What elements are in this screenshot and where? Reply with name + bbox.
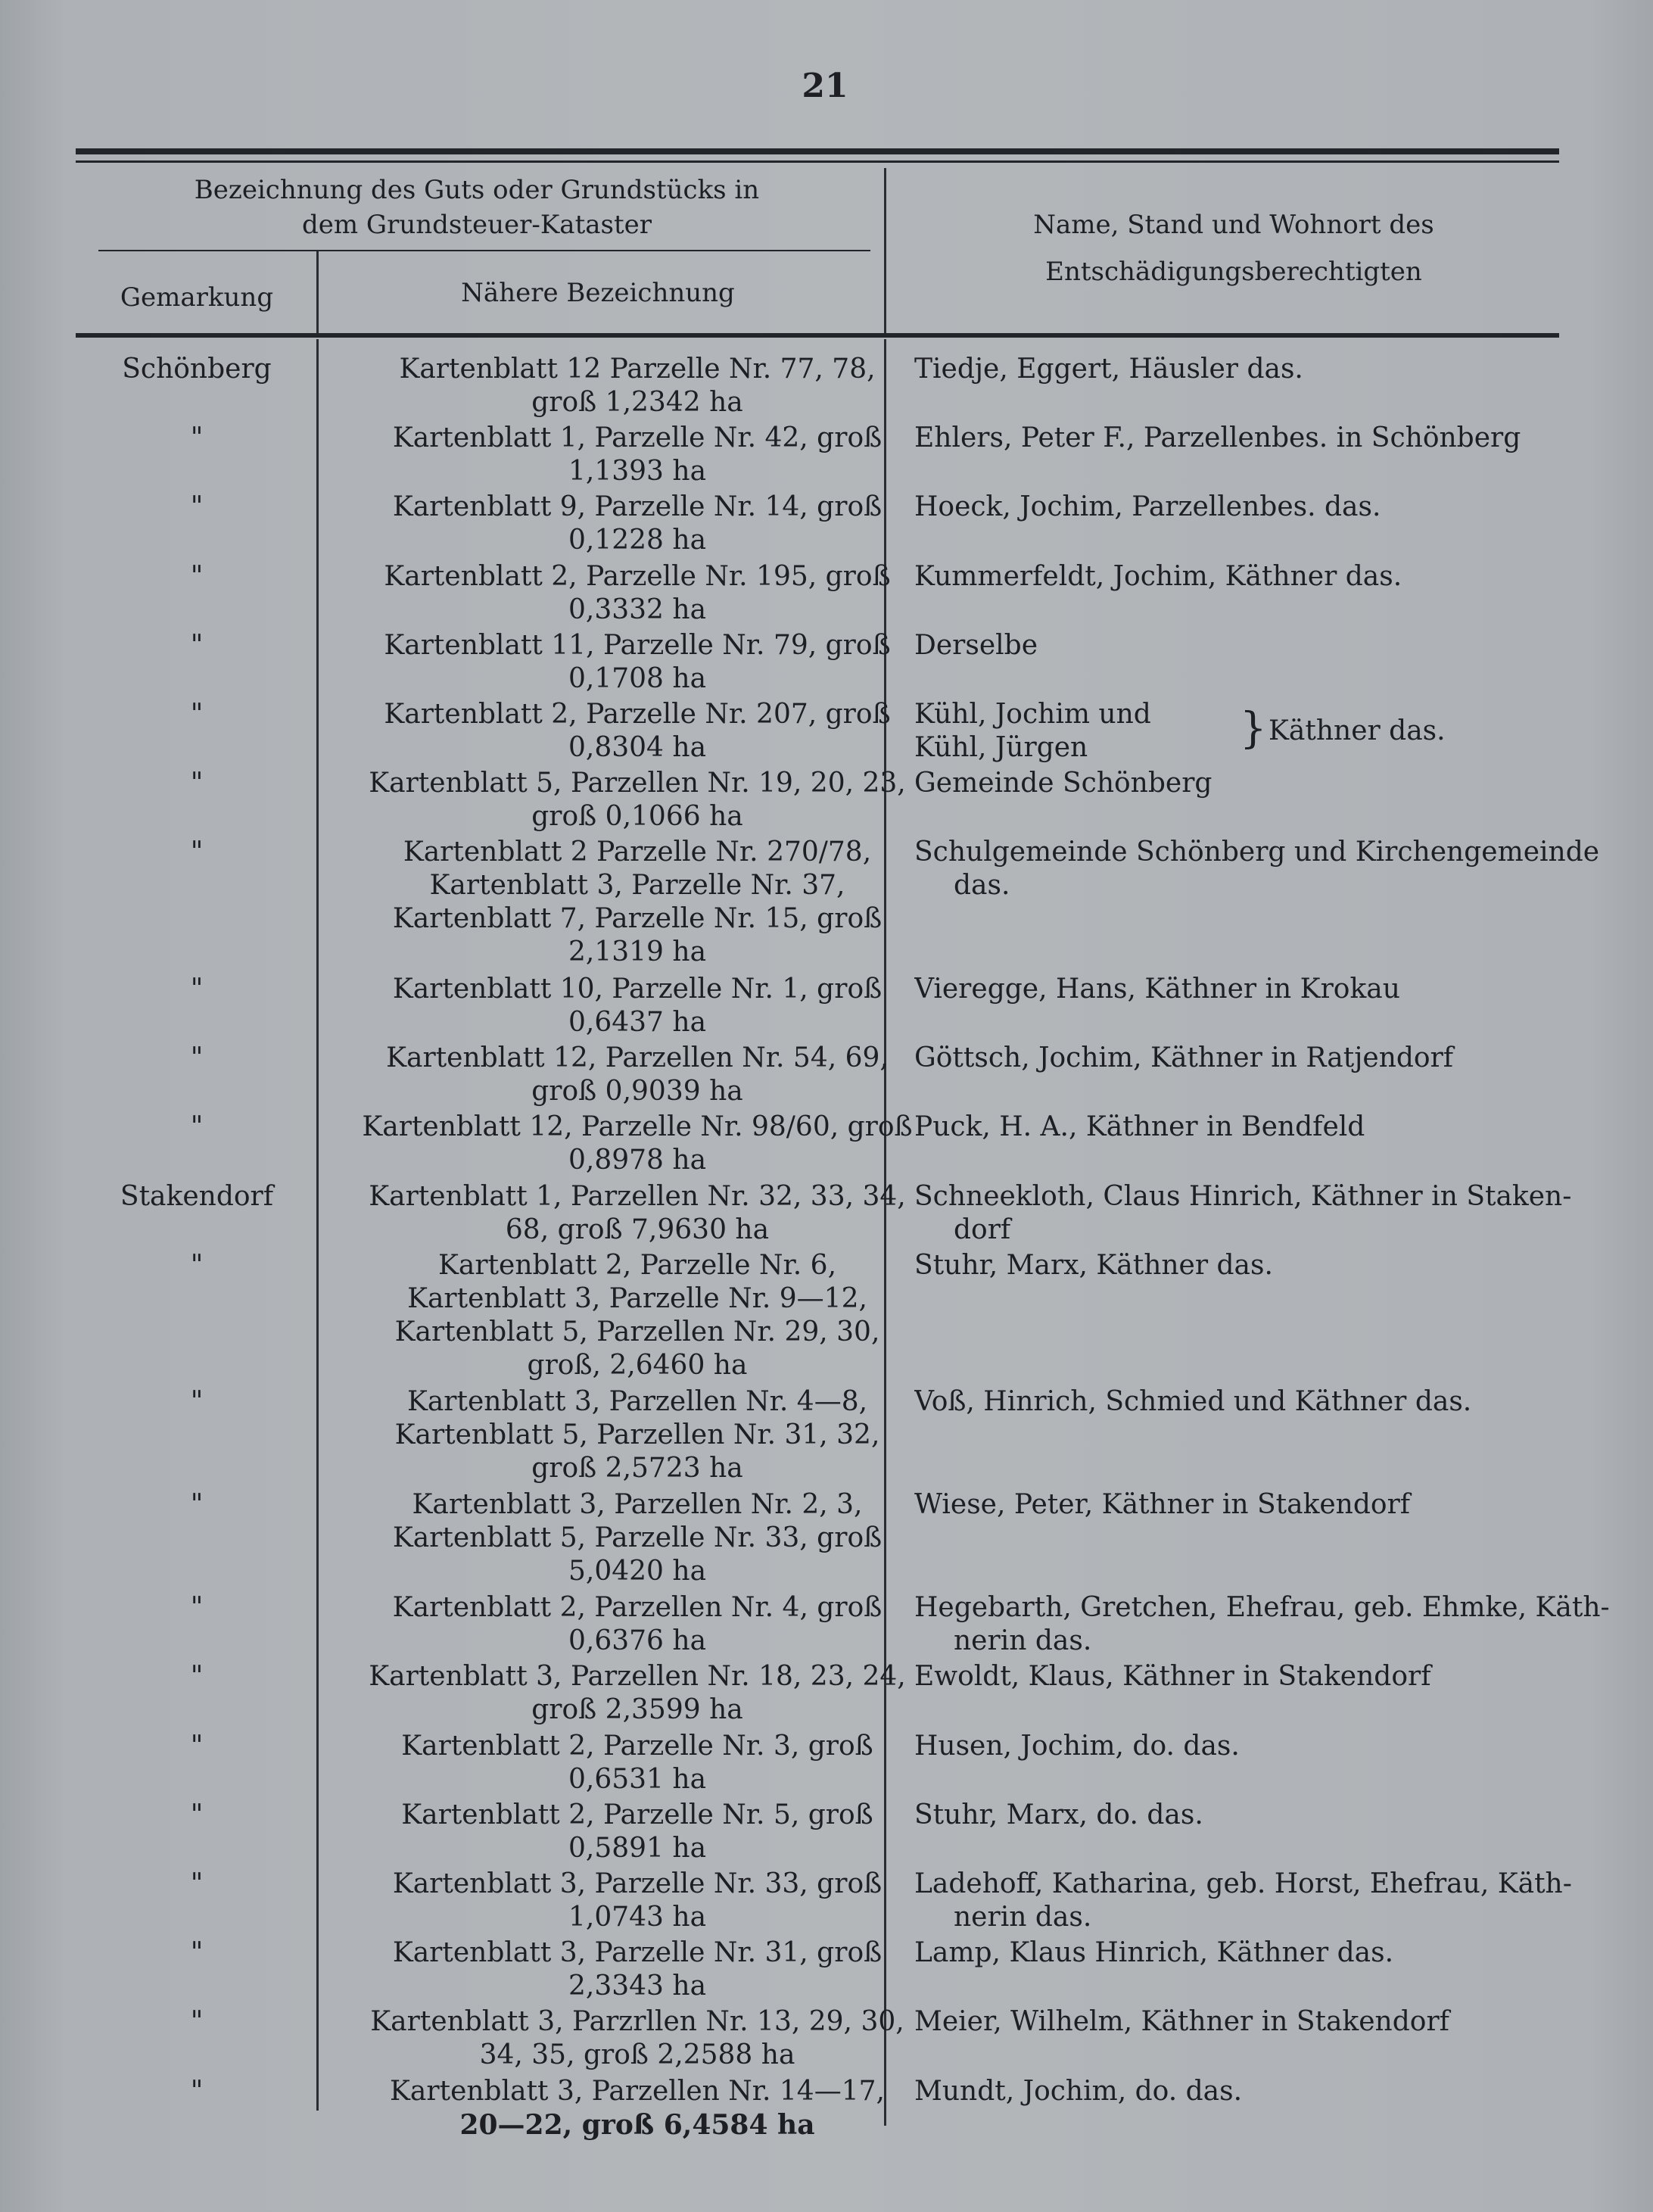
bezeichnung-cell	[316, 491, 958, 557]
brace-icon: }	[1240, 704, 1267, 753]
bezeichnung-line: Kartenblatt 5, Parzelle Nr. 33, groß	[392, 1522, 883, 1554]
bezeichnung-line: groß 2,3599 ha	[531, 1694, 743, 1726]
bezeichnung-line: Kartenblatt 12, Parzelle Nr. 98/60, groß	[362, 1111, 913, 1143]
brace-text: Käthner das.	[1269, 715, 1446, 746]
bezeichnung-line: Kartenblatt 3, Parzellen Nr. 18, 23, 24,	[369, 1661, 906, 1693]
bezeichnung-line: 0,3332 ha	[568, 594, 707, 625]
table-row	[76, 767, 1589, 833]
table-row	[76, 1660, 1589, 1726]
bezeichnung-cell	[316, 1936, 958, 2003]
name-line: Schulgemeinde Schönberg und Kirchengemeinde	[914, 837, 1600, 868]
gemarkung-cell: "	[190, 1592, 204, 1624]
top-rule-thick	[76, 148, 1559, 154]
name-line: Kummerfeldt, Jochim, Käthner das.	[914, 560, 1402, 592]
bezeichnung-line: Kartenblatt 5, Parzellen Nr. 19, 20, 23,	[369, 768, 906, 799]
name-cell	[914, 1385, 1653, 1419]
table-row	[76, 1936, 1589, 2002]
name-cell	[914, 1042, 1653, 1075]
table-row	[76, 491, 1589, 556]
name-cell	[914, 353, 1653, 386]
gemarkung-cell: "	[190, 1937, 204, 1969]
bezeichnung-cell	[316, 1042, 958, 1108]
bezeichnung-line: groß 1,2342 ha	[531, 387, 743, 418]
gemarkung-cell: "	[190, 1868, 204, 1899]
name-cell	[914, 1799, 1653, 1832]
gemarkung-cell: Schönberg	[122, 354, 272, 385]
table-row	[76, 973, 1589, 1038]
bezeichnung-line: Kartenblatt 2, Parzelle Nr. 3, groß	[401, 1730, 873, 1762]
name-line: Ladehoff, Katharina, geb. Horst, Ehefrau, Käth-	[914, 1868, 1572, 1899]
gemarkung-cell: "	[190, 629, 204, 661]
header-sub-rule	[98, 250, 870, 251]
name-line: Meier, Wilhelm, Käthner in Stakendorf	[914, 2006, 1449, 2038]
header-vline-2	[884, 168, 886, 333]
bezeichnung-line: Kartenblatt 3, Parzellen Nr. 14—17,	[390, 2075, 885, 2107]
table-row	[76, 1730, 1589, 1795]
name-cell	[914, 1936, 1653, 1970]
bezeichnung-line: 0,1228 ha	[568, 525, 707, 556]
bezeichnung-line: groß 2,5723 ha	[531, 1453, 743, 1485]
gemarkung-cell: "	[190, 837, 204, 868]
gemarkung-cell: "	[190, 1111, 204, 1143]
bezeichnung-line: Kartenblatt 11, Parzelle Nr. 79, groß	[384, 629, 891, 661]
bezeichnung-line: 0,5891 ha	[568, 1832, 707, 1864]
table-row	[76, 1180, 1589, 1247]
bezeichnung-line: 0,1708 ha	[568, 662, 707, 694]
bezeichnung-cell	[316, 353, 958, 419]
bezeichnung-line: Kartenblatt 7, Parzelle Nr. 15, groß	[392, 903, 883, 935]
table-row	[76, 1249, 1589, 1381]
name-line: Husen, Jochim, do. das.	[914, 1730, 1240, 1762]
gemarkung-cell: "	[190, 1042, 204, 1074]
gemarkung-cell: "	[190, 1799, 204, 1830]
bezeichnung-line: Kartenblatt 3, Parzelle Nr. 9—12,	[407, 1282, 867, 1314]
header-bottom-rule	[76, 333, 1559, 338]
gemarkung-cell: "	[190, 768, 204, 799]
bezeichnung-cell	[316, 1488, 958, 1588]
bezeichnung-cell	[316, 1591, 958, 1658]
bezeichnung-line: Kartenblatt 3, Parzelle Nr. 37,	[429, 870, 845, 902]
bezeichnung-line: 68, groß 7,9630 ha	[505, 1213, 770, 1245]
bezeichnung-line: groß 0,9039 ha	[531, 1076, 743, 1108]
table-row	[76, 1488, 1589, 1587]
bezeichnung-line: Kartenblatt 2, Parzelle Nr. 207, groß	[384, 699, 891, 730]
bezeichnung-line: Kartenblatt 2, Parzelle Nr. 195, groß	[384, 560, 891, 592]
bezeichnung-cell	[316, 1868, 958, 1934]
name-line: Lamp, Klaus Hinrich, Käthner das.	[914, 1937, 1394, 1969]
bezeichnung-line: Kartenblatt 2, Parzellen Nr. 4, groß	[392, 1592, 883, 1624]
bezeichnung-line: 2,1319 ha	[568, 936, 707, 968]
bezeichnung-cell	[316, 422, 958, 488]
table-row	[76, 836, 1600, 968]
bezeichnung-line: Kartenblatt 12 Parzelle Nr. 77, 78,	[399, 354, 876, 385]
bezeichnung-cell	[316, 629, 958, 696]
bezeichnung-cell	[316, 2005, 958, 2072]
bezeichnung-line: 1,1393 ha	[568, 456, 707, 488]
bezeichnung-cell	[316, 1730, 958, 1796]
bezeichnung-line: Kartenblatt 2 Parzelle Nr. 270/78,	[403, 837, 872, 868]
bezeichnung-cell	[316, 1660, 958, 1727]
table-row	[76, 2075, 1589, 2141]
name-cell	[914, 422, 1653, 455]
name-line: Wiese, Peter, Käthner in Stakendorf	[914, 1489, 1411, 1521]
table-row	[76, 560, 1589, 625]
gemarkung-cell: Stakendorf	[120, 1180, 274, 1212]
table-row	[76, 1111, 1589, 1176]
name-line: Puck, H. A., Käthner in Bendfeld	[914, 1111, 1365, 1143]
bezeichnung-line: 0,8304 ha	[568, 732, 707, 763]
gemarkung-cell: "	[190, 422, 204, 454]
table-row	[76, 353, 1589, 418]
bezeichnung-cell	[316, 1111, 958, 1177]
header-col-gemarkung: Gemarkung	[120, 282, 274, 313]
name-line: das.	[954, 870, 1010, 902]
name-line: Kühl, Jürgen	[914, 732, 1088, 763]
bezeichnung-cell	[316, 560, 958, 627]
bezeichnung-line: 1,0743 ha	[568, 1902, 707, 1933]
header-group-title-line2: dem Grundsteuer-Kataster	[302, 210, 652, 240]
bezeichnung-line: Kartenblatt 3, Parzrllen Nr. 13, 29, 30,	[370, 2006, 904, 2038]
gemarkung-cell: "	[190, 2075, 204, 2107]
gemarkung-cell: "	[190, 1489, 204, 1521]
name-cell	[914, 1730, 1653, 1763]
name-line: Stuhr, Marx, do. das.	[914, 1799, 1203, 1830]
bezeichnung-line: 2,3343 ha	[568, 1971, 707, 2002]
header-col-name-line2: Entschädigungsberechtigten	[1045, 257, 1422, 287]
table-row	[76, 1042, 1589, 1108]
bezeichnung-line: Kartenblatt 5, Parzellen Nr. 29, 30,	[394, 1316, 880, 1347]
name-line: Hoeck, Jochim, Parzellenbes. das.	[914, 491, 1381, 523]
name-cell	[914, 1660, 1653, 1693]
name-cell	[914, 2075, 1653, 2108]
bezeichnung-line: Kartenblatt 3, Parzellen Nr. 4—8,	[406, 1386, 868, 1418]
bezeichnung-cell	[316, 1180, 958, 1247]
table-row	[76, 698, 1589, 765]
gemarkung-cell: "	[190, 2006, 204, 2038]
name-cell	[914, 491, 1653, 524]
bezeichnung-line: Kartenblatt 1, Parzelle Nr. 42, groß	[392, 422, 883, 454]
name-line: Göttsch, Jochim, Käthner in Ratjendorf	[914, 1042, 1454, 1074]
gemarkung-cell: "	[190, 1661, 204, 1693]
table-row	[76, 1385, 1589, 1485]
bezeichnung-line: groß, 2,6460 ha	[527, 1349, 748, 1381]
bezeichnung-cell	[316, 1799, 958, 1865]
bezeichnung-line: 0,8978 ha	[568, 1145, 707, 1176]
name-line: nerin das.	[954, 1625, 1092, 1657]
name-cell	[914, 1111, 1653, 1144]
header-group-title	[98, 173, 855, 242]
name-cell	[914, 1180, 1653, 1247]
table-row	[76, 1591, 1610, 1658]
name-cell	[914, 1868, 1653, 1934]
gemarkung-cell: "	[190, 560, 204, 592]
gemarkung-cell: "	[190, 699, 204, 730]
name-line: Ewoldt, Klaus, Käthner in Stakendorf	[914, 1661, 1431, 1693]
name-line: Ehlers, Peter F., Parzellenbes. in Schönberg	[914, 422, 1521, 454]
bezeichnung-cell	[316, 973, 958, 1039]
name-cell	[914, 2005, 1653, 2039]
header-col-naehere: Nähere Bezeichnung	[461, 278, 735, 308]
name-line: Schneekloth, Claus Hinrich, Käthner in Staken-	[914, 1180, 1572, 1212]
name-cell	[914, 698, 1653, 765]
name-cell	[914, 973, 1653, 1006]
bezeichnung-line: Kartenblatt 2, Parzelle Nr. 5, groß	[401, 1799, 873, 1830]
table-row	[76, 1799, 1589, 1864]
bezeichnung-line: Kartenblatt 2, Parzelle Nr. 6,	[437, 1249, 837, 1281]
table-row	[76, 422, 1589, 488]
table-row	[76, 629, 1589, 694]
name-line: Voß, Hinrich, Schmied und Käthner das.	[914, 1386, 1472, 1418]
name-line: Gemeinde Schönberg	[914, 768, 1213, 799]
bezeichnung-cell	[316, 2075, 958, 2142]
bezeichnung-line: 5,0420 ha	[568, 1556, 707, 1587]
bezeichnung-line: groß 0,1066 ha	[531, 801, 743, 833]
name-line: Hegebarth, Gretchen, Ehefrau, geb. Ehmke, Käth-	[914, 1592, 1610, 1624]
name-cell	[914, 836, 1653, 902]
name-cell	[914, 1591, 1653, 1658]
name-cell	[914, 1249, 1653, 1282]
top-rule-thin	[76, 160, 1559, 163]
header-col-name	[886, 201, 1582, 295]
name-cell	[914, 1488, 1653, 1522]
bezeichnung-line: 0,6437 ha	[568, 1007, 707, 1038]
header-col-name-line1: Name, Stand und Wohnort des	[1033, 210, 1434, 240]
bezeichnung-line: 0,6376 ha	[568, 1625, 707, 1657]
bezeichnung-line: Kartenblatt 10, Parzelle Nr. 1, groß	[392, 974, 883, 1005]
bezeichnung-line: 34, 35, groß 2,2588 ha	[479, 2039, 795, 2071]
page-number: 21	[802, 67, 848, 105]
bezeichnung-cell	[316, 767, 958, 833]
bezeichnung-line: Kartenblatt 9, Parzelle Nr. 14, groß	[392, 491, 883, 523]
bezeichnung-line: Kartenblatt 3, Parzellen Nr. 2, 3,	[412, 1489, 863, 1521]
name-cell	[914, 767, 1653, 800]
name-line: nerin das.	[954, 1902, 1092, 1933]
name-line: Derselbe	[914, 629, 1038, 661]
bezeichnung-cell	[316, 836, 958, 969]
name-line: Kühl, Jochim und	[914, 699, 1151, 730]
name-line: Vieregge, Hans, Käthner in Krokau	[914, 974, 1400, 1005]
header-vline-1	[316, 251, 319, 333]
name-line: Mundt, Jochim, do. das.	[914, 2075, 1243, 2107]
bezeichnung-cell	[316, 1385, 958, 1485]
name-cell	[914, 560, 1653, 594]
name-line: Tiedje, Eggert, Häusler das.	[914, 354, 1303, 385]
name-line: Stuhr, Marx, Käthner das.	[914, 1249, 1273, 1281]
bezeichnung-line: 0,6531 ha	[568, 1763, 707, 1795]
gemarkung-cell: "	[190, 974, 204, 1005]
table-row	[76, 1868, 1589, 1934]
gemarkung-cell: "	[190, 1730, 204, 1762]
name-cell	[914, 629, 1653, 662]
bezeichnung-line: Kartenblatt 3, Parzelle Nr. 33, groß	[392, 1868, 883, 1899]
bezeichnung-line: Kartenblatt 12, Parzellen Nr. 54, 69,	[386, 1042, 889, 1074]
table-row	[76, 2005, 1589, 2071]
gemarkung-cell: "	[190, 491, 204, 523]
bezeichnung-line: Kartenblatt 5, Parzellen Nr. 31, 32,	[394, 1419, 880, 1451]
name-line: dorf	[954, 1213, 1011, 1245]
gemarkung-cell: "	[190, 1249, 204, 1281]
bezeichnung-line: 20—22, groß 6,4584 ha	[459, 2108, 815, 2141]
bezeichnung-cell	[316, 1249, 958, 1382]
bezeichnung-line: Kartenblatt 1, Parzellen Nr. 32, 33, 34,	[369, 1180, 906, 1212]
gemarkung-cell: "	[190, 1386, 204, 1418]
bezeichnung-cell	[316, 698, 958, 765]
header-group-title-line1: Bezeichnung des Guts oder Grundstücks in	[194, 175, 760, 205]
bezeichnung-line: Kartenblatt 3, Parzelle Nr. 31, groß	[392, 1937, 883, 1969]
